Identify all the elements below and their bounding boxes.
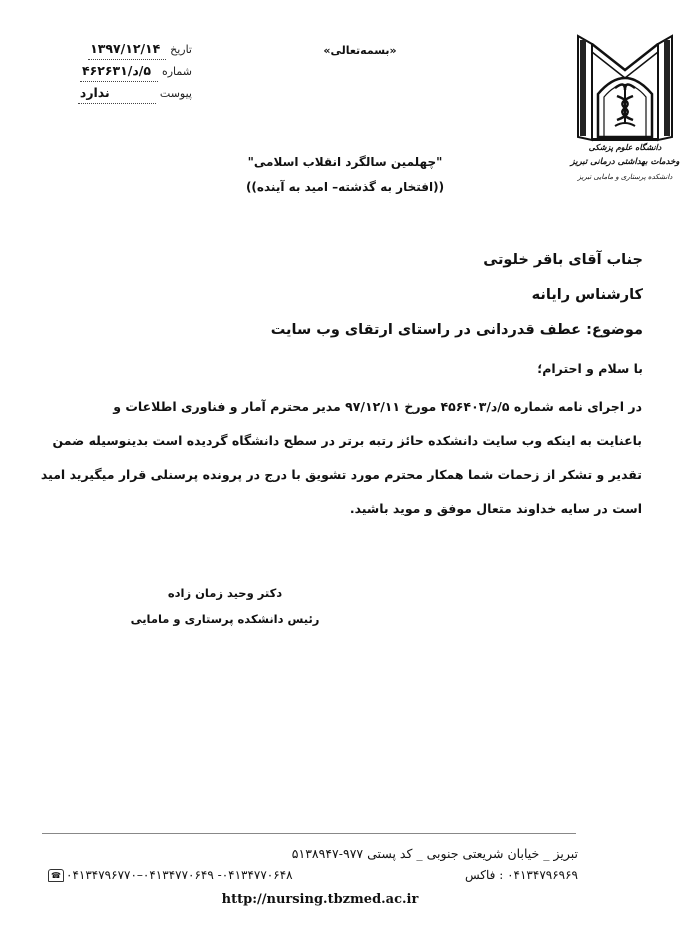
- attachment-label: پیوست: [159, 87, 192, 100]
- number-row: [12, 60, 192, 82]
- attachment-row: [12, 82, 192, 104]
- letter-subject: موضوع: عطف قدردانی در راستای ارتقای وب سایت: [270, 322, 643, 338]
- bismillah-heading: «بسمه‌تعالی»: [323, 44, 397, 57]
- signatory-name: دکتر وحید زمان زاده: [167, 586, 283, 600]
- date-label: تاریخ: [170, 43, 192, 56]
- date-row: [12, 38, 192, 60]
- letter-meta: [12, 38, 192, 104]
- footer-website-link[interactable]: http://nursing.tbzmed.ac.ir: [221, 892, 419, 907]
- fax-number: ۰۴۱۳۴۷۹۶۹۶۹: [507, 868, 578, 882]
- footer-fax: [440, 868, 578, 882]
- recipient-title: کارشناس رایانه: [531, 287, 643, 303]
- letter-body: [36, 390, 642, 526]
- greeting: با سلام و احترام؛: [537, 361, 643, 376]
- date-value: ۱۳۹۷/۱۲/۱۴: [88, 38, 166, 60]
- logo-line-3: دانشکده پرستاری و مامایی تبریز: [577, 173, 673, 181]
- recipient-name: جناب آقای باقر خلوتی: [483, 252, 643, 268]
- body-line: تقدیر و تشکر از زحمات شما همکار محترم مورد تشویق با درج در پرونده پرسنلی قرار میگیرید امید: [40, 467, 642, 482]
- body-line: است در سایه خداوند متعال موفق و موید باشید.: [349, 501, 642, 516]
- motto-line-1: "چهلمین سالگرد انقلاب اسلامی": [247, 155, 443, 169]
- logo-caption: [570, 140, 680, 185]
- footer-divider: [42, 833, 576, 834]
- university-logo: [570, 22, 680, 192]
- signatory-position: رئیس دانشکده پرستاری و مامایی: [130, 612, 320, 626]
- phone-numbers: ۰۴۱۳۴۷۷۰۶۴۸- ۰۴۱۳۴۷۷۰۶۴۹–۰۴۱۳۴۷۹۶۷۷۰: [66, 868, 293, 882]
- footer-phones: [48, 868, 420, 882]
- attachment-value: ندارد: [78, 82, 156, 104]
- telephone-icon: ☎: [48, 869, 64, 882]
- number-value: ۵/د/۴۶۲۶۳۱: [80, 60, 158, 82]
- logo-line-2: وخدمات بهداشتی درمانی تبریز: [570, 157, 680, 167]
- body-line: در اجرای نامه شماره ۵/د/۴۵۶۴۰۳ مورخ ۹۷/۱۲/۱۱ مدیر محترم آمار و فناوری اطلاعات و: [113, 399, 642, 414]
- motto: [200, 150, 490, 200]
- recipient-block: [243, 243, 643, 348]
- logo-line-1: دانشگاه علوم پزشکی: [588, 143, 662, 152]
- fax-label: : فاکس: [465, 868, 504, 882]
- body-line: باعنایت به اینکه وب سایت دانشکده حائز رتبه برتر در سطح دانشگاه گردیده است بدینوسیله ضمن: [52, 433, 642, 448]
- signature-block: [110, 580, 340, 632]
- motto-line-2: ((افتخار به گذشته– امید به آینده)): [245, 180, 445, 194]
- number-label: شماره: [161, 65, 192, 78]
- footer-address: تبریز _ خیابان شریعتی جنوبی _ کد پستی ۹۷۷-۵۱۳۸۹۴۷: [291, 846, 578, 861]
